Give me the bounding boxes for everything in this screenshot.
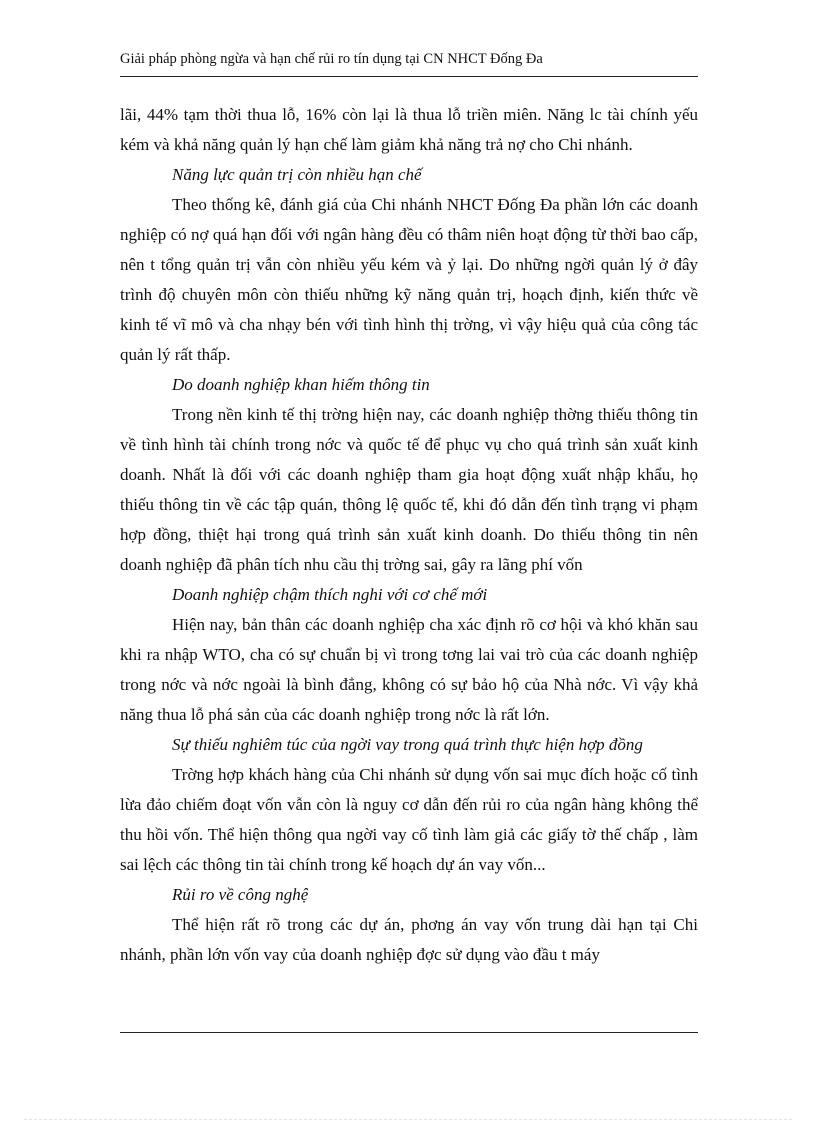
paragraph-borrower: Trờng hợp khách hàng của Chi nhánh sử dụng vốn sai mục đích hoặc cố tình lừa đảo chiếm đoạt vốn vẫn còn là nguy cơ dẫn đến rủi ro của ngân hàng không thể thu hồi vốn. Thể hiện thông qua ngời vay cố tình làm giả các giấy tờ thế chấp , làm sai lệch các thông tin tài chính trong kế hoạch dự án vay vốn...: [120, 765, 698, 874]
section-heading-management: Năng lực quản trị còn nhiều hạn chế: [172, 165, 422, 184]
section-heading-adaptation: Doanh nghiệp chậm thích nghi với cơ chế mới: [172, 585, 488, 604]
section-heading-information: Do doanh nghiệp khan hiếm thông tin: [172, 375, 430, 394]
page-edge-line: [24, 1119, 792, 1120]
footer-divider: [120, 1032, 698, 1033]
page-header: Giải pháp phòng ngừa và hạn chế rủi ro tín dụng tại CN NHCT Đống Đa: [120, 51, 543, 67]
header-divider: [120, 76, 698, 77]
document-body: [120, 100, 698, 970]
paragraph-adaptation: Hiện nay, bản thân các doanh nghiệp cha xác định rõ cơ hội và khó khăn sau khi ra nhập WTO, cha có sự chuẩn bị vì trong tơng lai vai trò của các doanh nghiệp trong nớc và nớc ngoài là bình đẳng, không có sự bảo hộ của Nhà nớc. Vì vậy khả năng thua lỗ phá sản của các doanh nghiệp trong nớc là rất lớn.: [120, 615, 698, 724]
paragraph-management: Theo thống kê, đánh giá của Chi nhánh NHCT Đống Đa phần lớn các doanh nghiệp có nợ quá hạn đối với ngân hàng đều có thâm niên hoạt động từ thời bao cấp, nên t tổng quản trị vẫn còn nhiều yếu kém và ỷ lại. Do những ngời quản lý ở đây trình độ chuyên môn còn thiếu những kỹ năng quản trị, hoạch định, kiến thức về kinh tế vĩ mô và cha nhạy bén với tình hình thị trờng, vì vậy hiệu quả của công tác quản lý rất thấp.: [120, 195, 698, 364]
section-heading-borrower: Sự thiếu nghiêm túc của ngời vay trong quá trình thực hiện hợp đồng: [172, 735, 643, 754]
paragraph-continuation: lãi, 44% tạm thời thua lỗ, 16% còn lại là thua lỗ triền miên. Năng lc tài chính yếu kém và khả năng quản lý hạn chế làm giảm khả năng trả nợ cho Chi nhánh.: [120, 105, 698, 154]
paragraph-information: Trong nền kinh tế thị trờng hiện nay, các doanh nghiệp thờng thiếu thông tin về tình hình tài chính trong nớc và quốc tế để phục vụ cho quá trình sản xuất kinh doanh. Nhất là đối với các doanh nghiệp tham gia hoạt động xuất nhập khẩu, họ thiếu thông tin về các tập quán, thông lệ quốc tế, khi đó dẫn đến tình trạng vi phạm hợp đồng, thiệt hại trong quá trình sản xuất kinh doanh. Do thiếu thông tin nên doanh nghiệp đã phân tích nhu cầu thị trờng sai, gây ra lãng phí vốn: [120, 405, 698, 574]
section-heading-technology: Rủi ro về công nghệ: [172, 885, 309, 904]
paragraph-technology: Thể hiện rất rõ trong các dự án, phơng án vay vốn trung dài hạn tại Chi nhánh, phần lớn vốn vay của doanh nghiệp đợc sử dụng vào đầu t máy: [120, 915, 698, 964]
